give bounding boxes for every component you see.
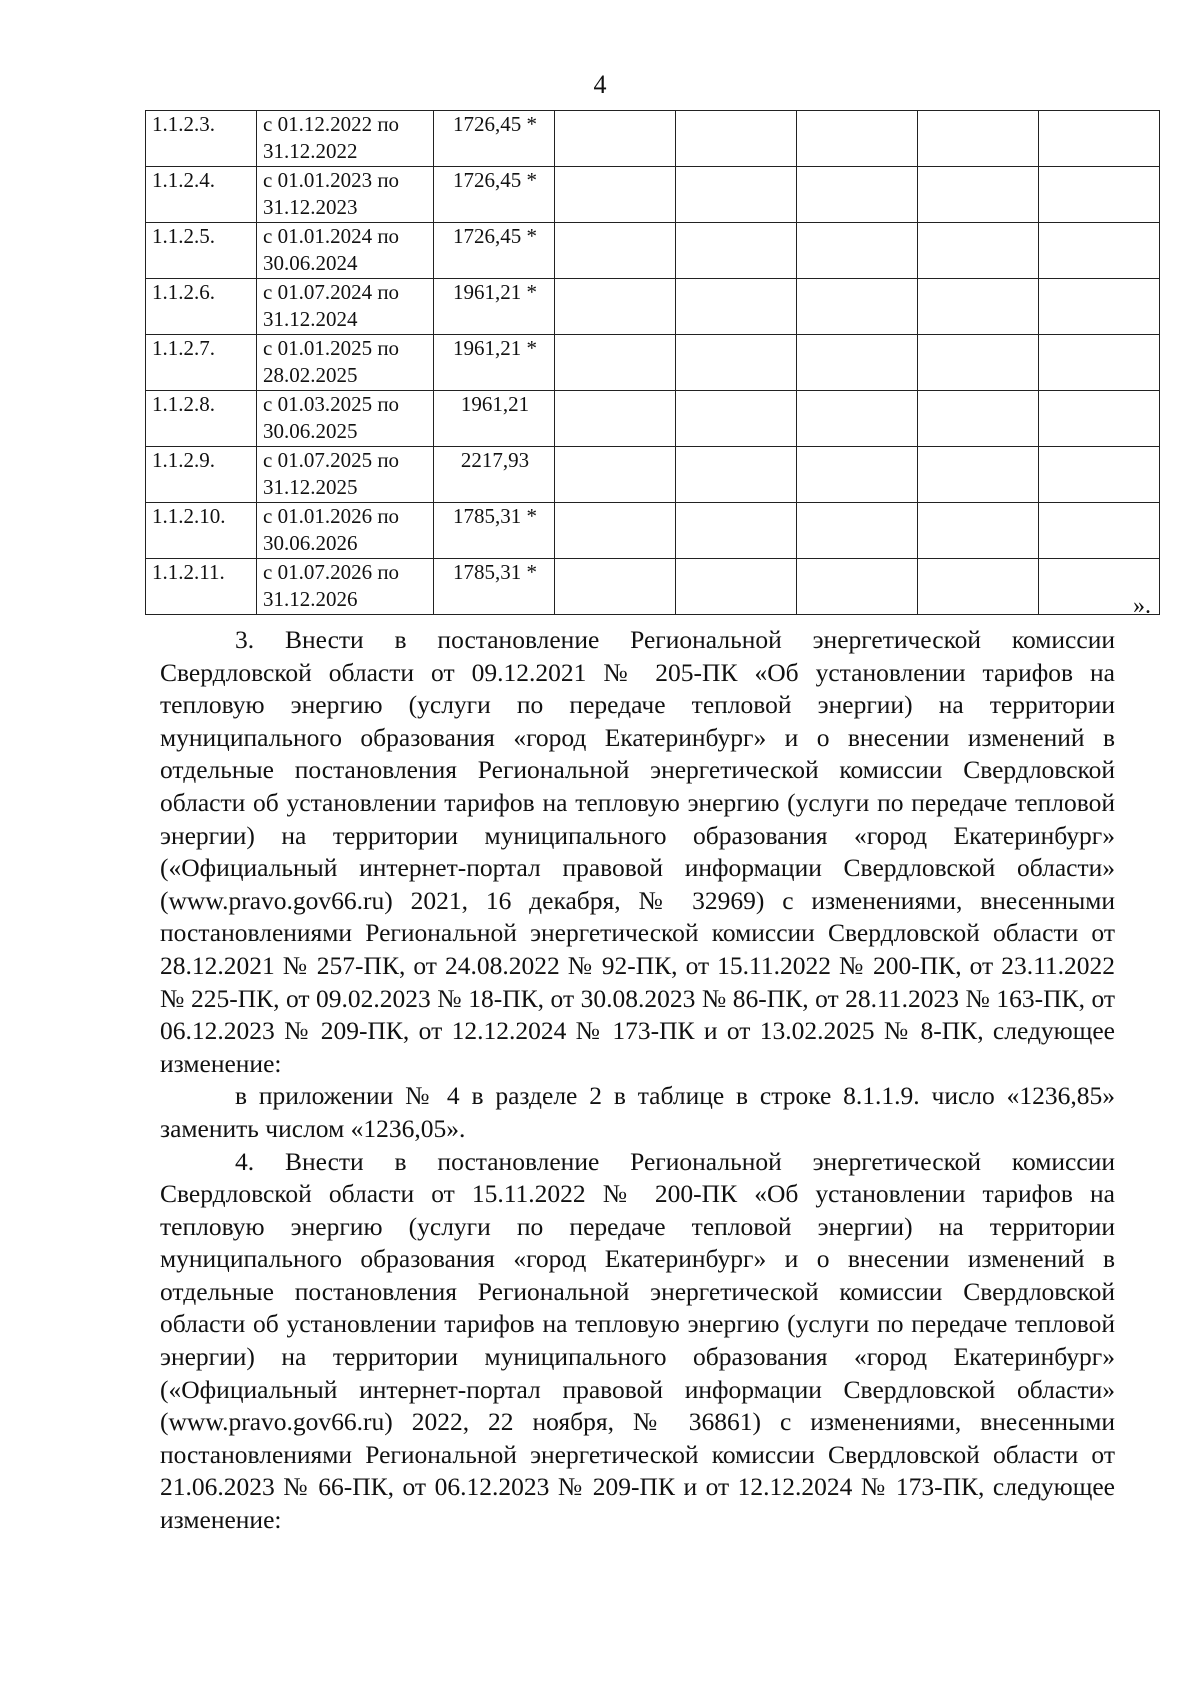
empty-cell bbox=[676, 447, 797, 503]
row-value: 1961,21 bbox=[434, 391, 555, 447]
empty-cell bbox=[676, 559, 797, 615]
paragraph-item-3: 3. Внести в постановление Региональной энергетической комиссии Свердловской области от 09.12.2021 № 205-ПК «Об установлении тарифов на тепловую энергию (услуги по передаче тепловой энергии) на территории муниципального образования «город Екатеринбург» и о внесении изменений в отдельные постановления Региональной энергетической комиссии Свердловской области об установлении тарифов на тепловую энергию (услуги по передаче тепловой энергии) на территории муниципального образования «город Екатеринбург» («Официальный интернет-портал правовой информации Свердловской области» (www.pravo.gov66.ru) 2021, 16 декабря, № 32969) с изменениями, внесенными постановлениями Региональной энергетической комиссии Свердловской области от 28.12.2021 № 257-ПК, от 24.08.2022 № 92-ПК, от 15.11.2022 № 200-ПК, от 23.11.2022 № 225-ПК, от 09.02.2023 № 18-ПК, от 30.08.2023 № 86-ПК, от 28.11.2023 № 163-ПК, от 06.12.2023 № 209-ПК, от 12.12.2024 № 173-ПК и от 13.02.2025 № 8-ПК, следующее изменение: bbox=[160, 625, 1115, 1078]
empty-cell bbox=[555, 279, 676, 335]
empty-cell bbox=[676, 503, 797, 559]
empty-cell bbox=[918, 391, 1039, 447]
empty-cell bbox=[797, 447, 918, 503]
empty-cell bbox=[1039, 447, 1160, 503]
empty-cell bbox=[1039, 223, 1160, 279]
table-row bbox=[146, 223, 1160, 279]
empty-cell bbox=[555, 447, 676, 503]
empty-cell bbox=[555, 167, 676, 223]
empty-cell bbox=[918, 503, 1039, 559]
paragraph-item-4: 4. Внести в постановление Региональной энергетической комиссии Свердловской области от 15.11.2022 № 200-ПК «Об установлении тарифов на тепловую энергию (услуги по передаче тепловой энергии) на территории муниципального образования «город Екатеринбург» и о внесении изменений в отдельные постановления Региональной энергетической комиссии Свердловской области об установлении тарифов на тепловую энергию (услуги по передаче тепловой энергии) на территории муниципального образования «город Екатеринбург» («Официальный интернет-портал правовой информации Свердловской области» (www.pravo.gov66.ru) 2022, 22 ноября, № 36861) с изменениями, внесенными постановлениями Региональной энергетической комиссии Свердловской области от 21.06.2023 № 66-ПК, от 06.12.2023 № 209-ПК и от 12.12.2024 № 173-ПК, следующее изменение: bbox=[160, 1146, 1115, 1535]
empty-cell bbox=[676, 167, 797, 223]
empty-cell bbox=[676, 111, 797, 167]
table-row bbox=[146, 111, 1160, 167]
row-period: с 01.01.2024 по 30.06.2024 bbox=[257, 223, 434, 279]
row-period: с 01.01.2025 по 28.02.2025 bbox=[257, 335, 434, 391]
row-period: с 01.03.2025 по 30.06.2025 bbox=[257, 391, 434, 447]
row-value: 2217,93 bbox=[434, 447, 555, 503]
empty-cell bbox=[918, 223, 1039, 279]
row-number: 1.1.2.9. bbox=[146, 447, 257, 503]
row-period: с 01.07.2026 по 31.12.2026 bbox=[257, 559, 434, 615]
table-row bbox=[146, 391, 1160, 447]
empty-cell bbox=[555, 391, 676, 447]
row-number: 1.1.2.5. bbox=[146, 223, 257, 279]
row-number: 1.1.2.4. bbox=[146, 167, 257, 223]
table-row bbox=[146, 335, 1160, 391]
empty-cell bbox=[676, 223, 797, 279]
empty-cell bbox=[555, 503, 676, 559]
row-value: 1726,45 * bbox=[434, 167, 555, 223]
empty-cell bbox=[918, 447, 1039, 503]
empty-cell bbox=[918, 167, 1039, 223]
empty-cell bbox=[797, 503, 918, 559]
empty-cell bbox=[918, 279, 1039, 335]
document-body bbox=[160, 624, 1115, 1537]
row-period: с 01.07.2024 по 31.12.2024 bbox=[257, 279, 434, 335]
row-number: 1.1.2.8. bbox=[146, 391, 257, 447]
table-row bbox=[146, 559, 1160, 615]
table-row bbox=[146, 447, 1160, 503]
row-period: с 01.01.2026 по 30.06.2026 bbox=[257, 503, 434, 559]
row-value: 1785,31 * bbox=[434, 559, 555, 615]
empty-cell bbox=[797, 279, 918, 335]
page-number: 4 bbox=[593, 70, 607, 99]
empty-cell bbox=[676, 279, 797, 335]
empty-cell bbox=[676, 391, 797, 447]
row-number: 1.1.2.10. bbox=[146, 503, 257, 559]
row-value: 1785,31 * bbox=[434, 503, 555, 559]
empty-cell bbox=[797, 167, 918, 223]
table-row bbox=[146, 279, 1160, 335]
empty-cell bbox=[1039, 335, 1160, 391]
empty-cell bbox=[918, 111, 1039, 167]
row-number: 1.1.2.3. bbox=[146, 111, 257, 167]
row-value: 1961,21 * bbox=[434, 335, 555, 391]
row-period: с 01.07.2025 по 31.12.2025 bbox=[257, 447, 434, 503]
empty-cell bbox=[797, 335, 918, 391]
row-period: с 01.01.2023 по 31.12.2023 bbox=[257, 167, 434, 223]
table-row bbox=[146, 503, 1160, 559]
row-number: 1.1.2.7. bbox=[146, 335, 257, 391]
empty-cell bbox=[797, 223, 918, 279]
table-row bbox=[146, 167, 1160, 223]
row-value: 1726,45 * bbox=[434, 111, 555, 167]
row-number: 1.1.2.6. bbox=[146, 279, 257, 335]
empty-cell bbox=[797, 391, 918, 447]
empty-cell bbox=[555, 559, 676, 615]
empty-cell bbox=[555, 223, 676, 279]
empty-cell bbox=[676, 335, 797, 391]
paragraph-amendment-3: в приложении № 4 в разделе 2 в таблице в строке 8.1.1.9. число «1236,85» заменить числом «1236,05». bbox=[160, 1081, 1115, 1143]
row-value: 1961,21 * bbox=[434, 279, 555, 335]
empty-cell bbox=[555, 111, 676, 167]
closing-quote: ». bbox=[1133, 593, 1151, 619]
empty-cell bbox=[797, 111, 918, 167]
empty-cell bbox=[1039, 279, 1160, 335]
row-value: 1726,45 * bbox=[434, 223, 555, 279]
empty-cell bbox=[555, 335, 676, 391]
empty-cell bbox=[918, 335, 1039, 391]
empty-cell bbox=[797, 559, 918, 615]
empty-cell bbox=[1039, 111, 1160, 167]
empty-cell bbox=[1039, 167, 1160, 223]
empty-cell bbox=[1039, 503, 1160, 559]
row-number: 1.1.2.11. bbox=[146, 559, 257, 615]
empty-cell bbox=[1039, 391, 1160, 447]
empty-cell bbox=[918, 559, 1039, 615]
tariff-table bbox=[145, 110, 1160, 615]
row-period: с 01.12.2022 по 31.12.2022 bbox=[257, 111, 434, 167]
